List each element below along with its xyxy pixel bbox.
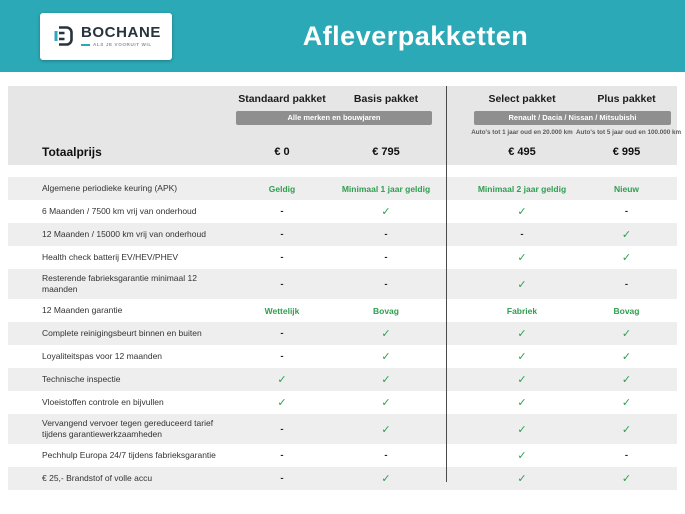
column-header-standaard: Standaard pakket (238, 93, 326, 105)
table-row (8, 467, 677, 490)
check-icon: ✓ (621, 397, 632, 410)
logo-text (81, 25, 161, 48)
not-included-dash: - (280, 351, 284, 363)
price-basis: € 795 (372, 145, 400, 158)
table-row (8, 200, 677, 223)
check-icon: ✓ (621, 473, 632, 486)
row-value: Bovag (373, 305, 399, 316)
not-included-dash: - (384, 450, 388, 462)
not-included-dash: - (520, 229, 524, 240)
not-included-dash: - (624, 278, 629, 290)
feature-rows (8, 177, 677, 490)
column-header-basis: Basis pakket (353, 93, 419, 105)
price-standaard: € 0 (274, 145, 290, 158)
check-icon: ✓ (381, 473, 391, 486)
page-header (0, 0, 685, 72)
page-title: Afleverpakketten (302, 20, 529, 51)
price-plus: € 995 (612, 145, 641, 158)
check-icon: ✓ (517, 252, 527, 264)
not-included-dash: - (280, 450, 284, 462)
table-header-band (8, 86, 682, 165)
check-icon: ✓ (621, 374, 632, 387)
check-icon: ✓ (381, 206, 391, 218)
row-label: Vervangend vervoer tegen gereduceerd tarief tijdens garantiewerkzaamheden (42, 418, 214, 440)
row-label: 12 Maanden garantie (42, 305, 123, 316)
bochane-logo (40, 13, 172, 60)
not-included-dash: - (384, 252, 388, 263)
row-value: Minimaal 2 jaar geldig (477, 183, 567, 194)
column-headers-row (8, 93, 677, 105)
row-label: Algemene periodieke keuring (APK) (42, 182, 178, 193)
row-label: 6 Maanden / 7500 km vrij van onderhoud (42, 205, 197, 216)
check-icon: ✓ (621, 351, 632, 364)
row-label: Technische inspectie (42, 374, 121, 385)
check-icon: ✓ (517, 397, 527, 410)
tagline-accent-bar (81, 44, 90, 46)
check-icon: ✓ (381, 423, 391, 436)
check-icon: ✓ (277, 374, 287, 387)
price-select: € 495 (508, 145, 536, 158)
check-icon: ✓ (517, 351, 527, 364)
subnote-plus: Auto's tot 5 jaar oud en 100.000 km (576, 128, 682, 136)
table-row (8, 391, 677, 414)
group-badges-row (8, 111, 677, 125)
row-label: Resterende fabrieksgarantie minimaal 12 maanden (42, 273, 197, 295)
check-icon: ✓ (621, 328, 632, 341)
price-row (8, 138, 677, 165)
group-badge-all-brands: Alle merken en bouwjaren (236, 111, 432, 125)
not-included-dash: - (280, 206, 284, 217)
table-row (8, 246, 677, 269)
check-icon: ✓ (517, 328, 527, 341)
check-icon: ✓ (381, 328, 391, 341)
row-value: Geldig (268, 183, 296, 194)
check-icon: ✓ (621, 229, 632, 241)
table-row (8, 414, 677, 444)
not-included-dash: - (280, 423, 284, 435)
column-header-select: Select pakket (488, 93, 556, 105)
bochane-logo-icon (51, 24, 75, 48)
table-row (8, 177, 677, 200)
not-included-dash: - (384, 278, 388, 290)
group-badge-brands: Renault / Dacia / Nissan / Mitsubishi (474, 111, 671, 125)
row-label: Vloeistoffen controle en bijvullen (42, 397, 164, 408)
row-value: Wettelijk (264, 305, 300, 316)
not-included-dash: - (624, 206, 629, 217)
check-icon: ✓ (621, 423, 632, 436)
check-icon: ✓ (517, 278, 527, 291)
not-included-dash: - (624, 450, 629, 462)
check-icon: ✓ (621, 252, 632, 264)
row-label: € 25,- Brandstof of volle accu (42, 473, 153, 484)
table-row (8, 322, 677, 345)
not-included-dash: - (280, 229, 284, 240)
package-group-divider (446, 86, 447, 482)
row-label: Health check batterij EV/HEV/PHEV (42, 251, 179, 262)
subnotes-row (8, 128, 682, 136)
table-row (8, 368, 677, 391)
row-value: Minimaal 1 jaar geldig (341, 183, 431, 194)
not-included-dash: - (280, 278, 284, 290)
row-label: Complete reinigingsbeurt binnen en buiten (42, 328, 202, 339)
check-icon: ✓ (381, 351, 391, 364)
check-icon: ✓ (381, 374, 391, 387)
table-row (8, 269, 677, 299)
table-row (8, 345, 677, 368)
total-price-label: Totaalprijs (42, 144, 102, 159)
table-row (8, 444, 677, 467)
not-included-dash: - (280, 328, 284, 340)
check-icon: ✓ (517, 423, 527, 436)
not-included-dash: - (280, 473, 284, 485)
check-icon: ✓ (277, 397, 287, 410)
check-icon: ✓ (517, 450, 527, 463)
not-included-dash: - (280, 252, 284, 263)
table-row (8, 223, 677, 246)
row-value: Bovag (613, 305, 640, 316)
check-icon: ✓ (381, 397, 391, 410)
row-value: Nieuw (613, 183, 640, 194)
row-value: Fabriek (506, 305, 538, 316)
not-included-dash: - (384, 229, 388, 240)
tagline-text: ALS JE VOORUIT WIL (92, 42, 152, 48)
subnote-select: Auto's tot 1 jaar oud en 20.000 km (471, 128, 573, 136)
brand-tagline (81, 42, 161, 47)
column-header-plus: Plus pakket (597, 93, 656, 105)
check-icon: ✓ (517, 374, 527, 387)
row-label: Pechhulp Europa 24/7 tijdens fabrieksgarantie (42, 450, 216, 461)
row-label: Loyaliteitspas voor 12 maanden (42, 351, 163, 362)
check-icon: ✓ (517, 473, 527, 486)
brand-name: BOCHANE (80, 23, 162, 41)
table-row (8, 299, 677, 322)
row-label: 12 Maanden / 15000 km vrij van onderhoud (42, 228, 206, 239)
check-icon: ✓ (517, 206, 527, 218)
